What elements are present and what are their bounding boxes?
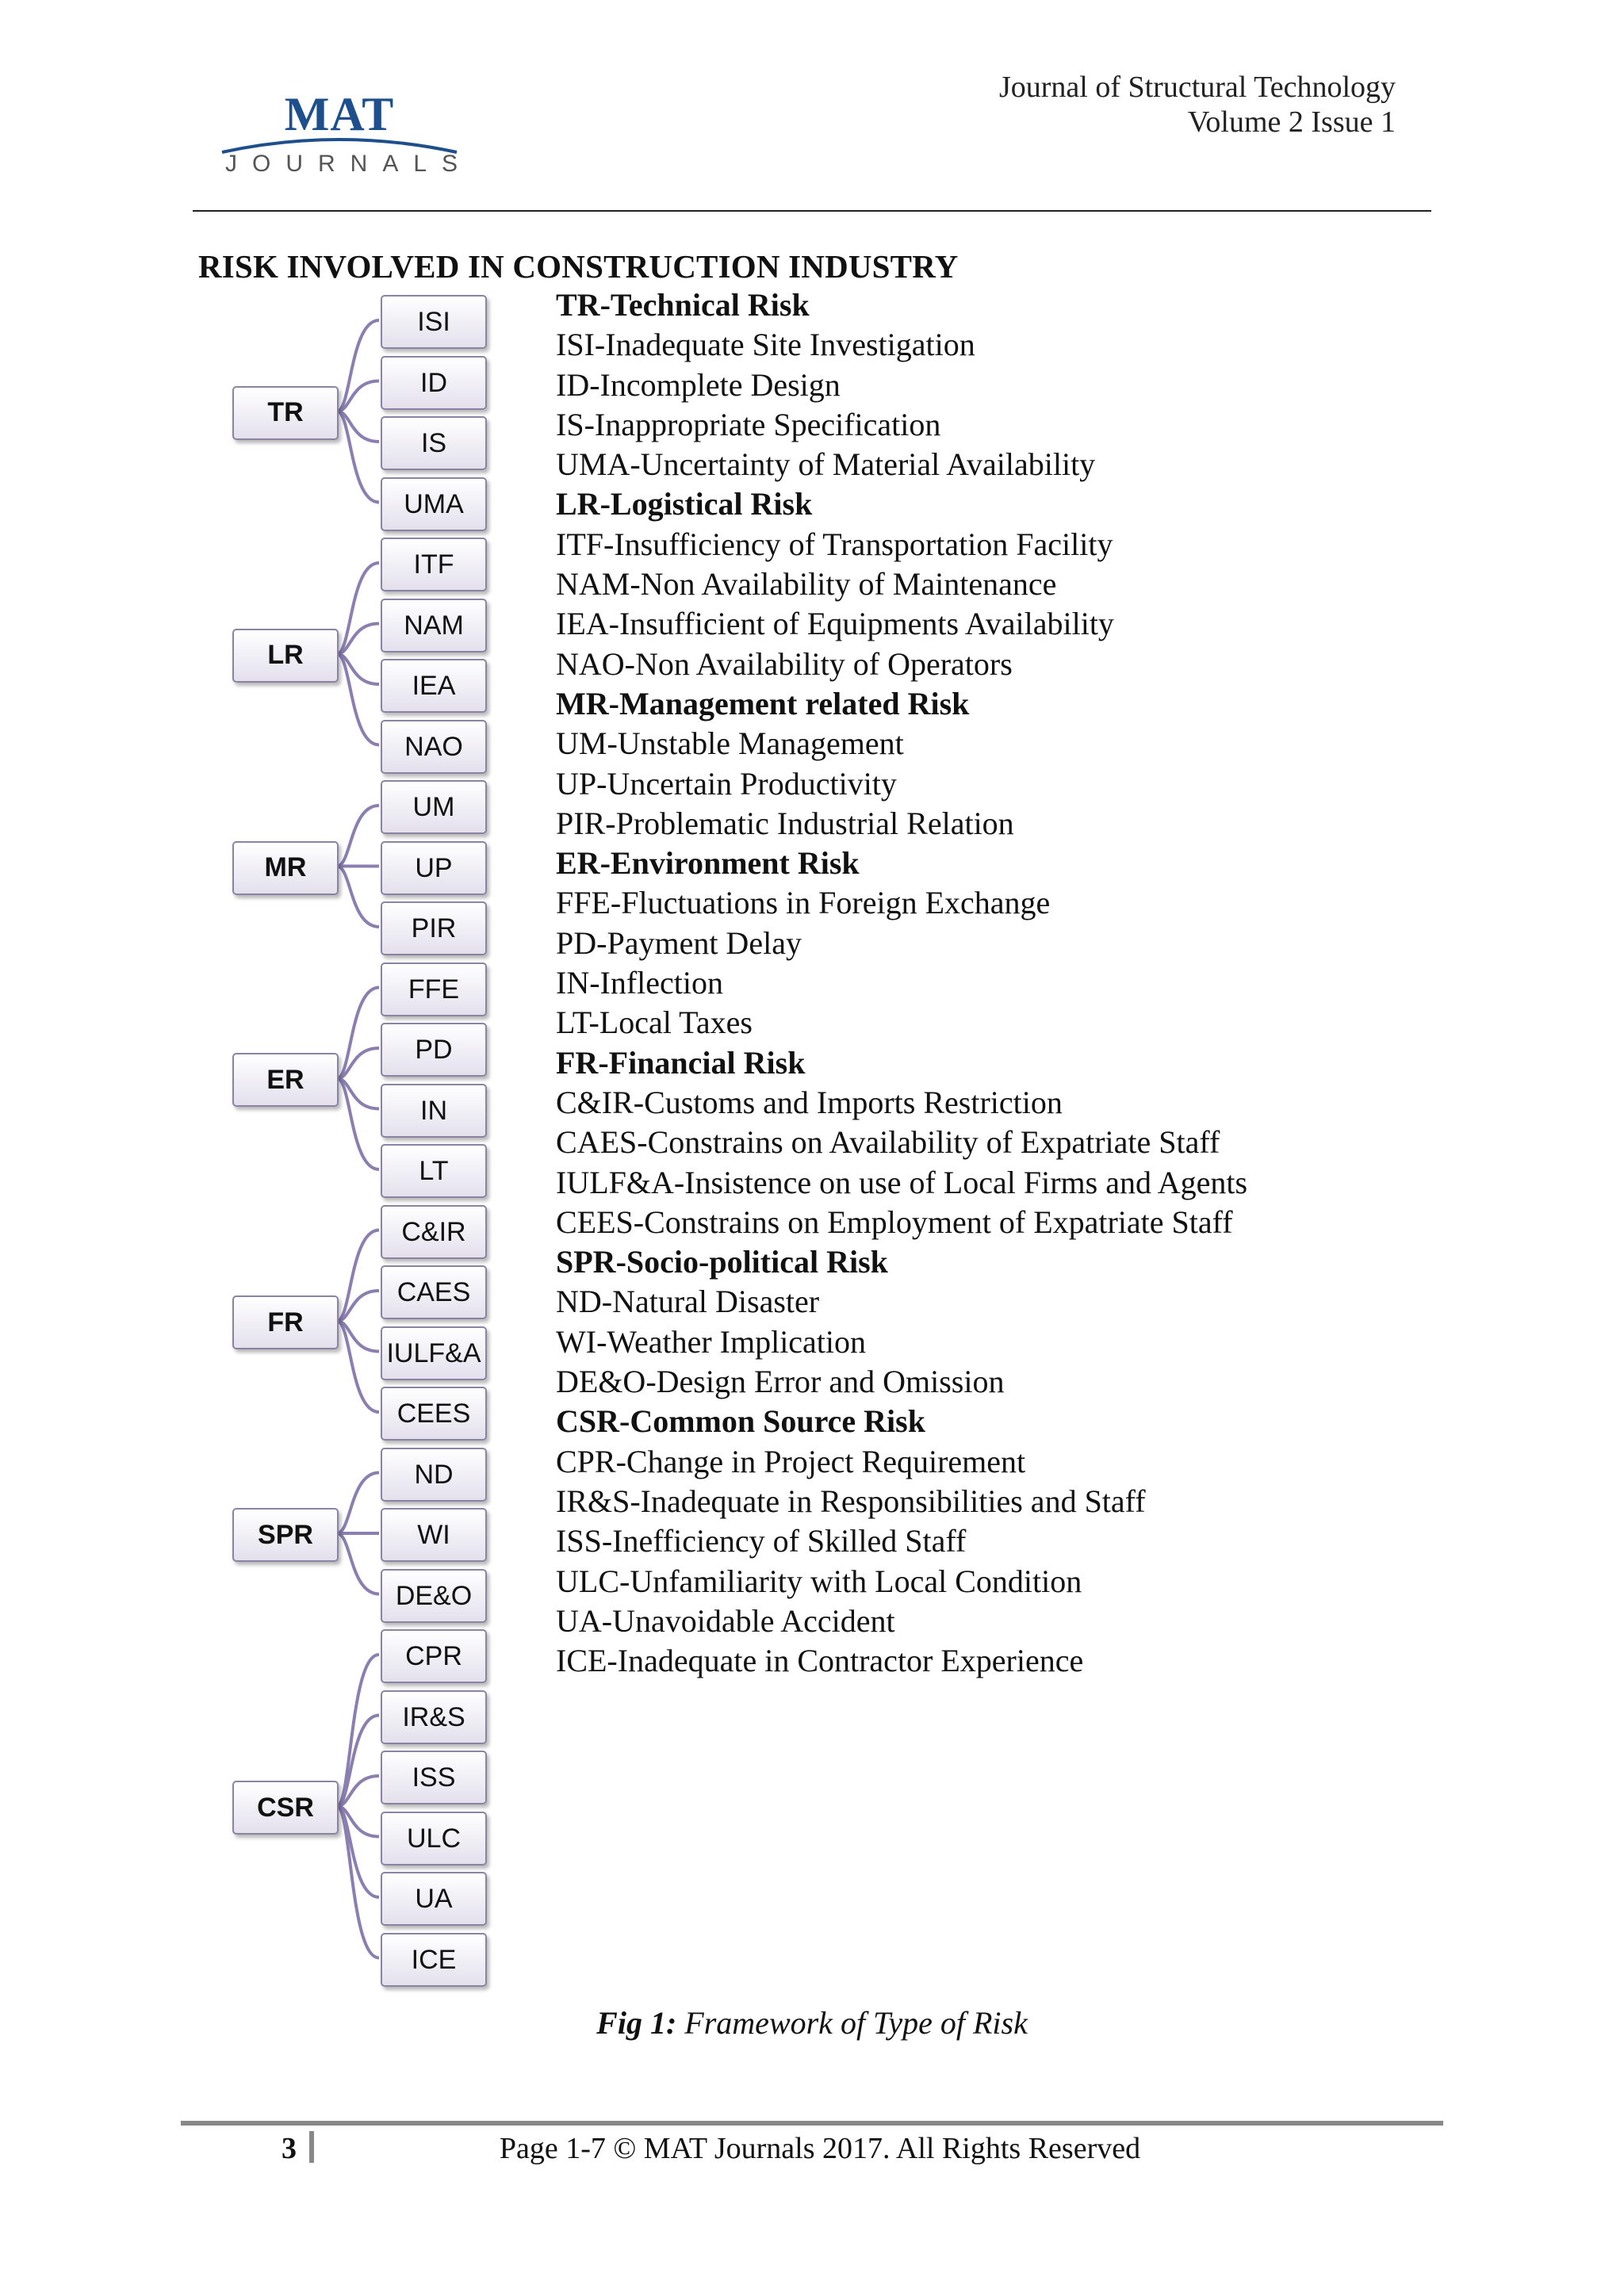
legend-entry: IR&S-Inadequate in Responsibilities and Staff — [556, 1483, 1146, 1519]
risk-code-box: IN — [381, 1084, 487, 1138]
footer-copyright: Page 1-7 © MAT Journals 2017. All Rights Reserved — [499, 2132, 1141, 2165]
risk-code-box: ID — [381, 356, 487, 410]
risk-code-box: LT — [381, 1144, 487, 1198]
legend-category-heading: TR-Technical Risk — [556, 287, 810, 323]
risk-code-box: NAO — [381, 720, 487, 774]
risk-group-box: MR — [232, 841, 339, 895]
legend-entry: CAES-Constrains on Availability of Expatriate Staff — [556, 1124, 1220, 1161]
legend-category-heading: MR-Management related Risk — [556, 685, 970, 721]
volume-issue: Volume 2 Issue 1 — [1187, 105, 1396, 139]
journal-name: Journal of Structural Technology — [998, 71, 1396, 104]
legend-entry: IULF&A-Insistence on use of Local Firms and Agents — [556, 1164, 1248, 1200]
risk-code-box: ND — [381, 1448, 487, 1502]
connector-line — [337, 1291, 379, 1321]
legend-entry: PIR-Problematic Industrial Relation — [556, 805, 1014, 841]
legend-entry: ISI-Inadequate Site Investigation — [556, 327, 975, 363]
connector-line — [337, 654, 379, 745]
connector-line — [337, 411, 379, 503]
risk-code-box: PIR — [381, 901, 487, 955]
risk-code-box: DE&O — [381, 1569, 487, 1623]
legend-entry: C&IR-Customs and Imports Restriction — [556, 1084, 1063, 1120]
risk-code-box: C&IR — [381, 1205, 487, 1259]
connector-line — [337, 867, 379, 928]
risk-code-box: NAM — [381, 599, 487, 652]
legend-entry: LT-Local Taxes — [556, 1004, 753, 1041]
connector-line — [337, 381, 379, 411]
risk-code-box: WI — [381, 1508, 487, 1562]
legend-entry: NAO-Non Availability of Operators — [556, 645, 1013, 682]
connector-line — [337, 988, 379, 1079]
risk-code-box: ITF — [381, 538, 487, 591]
risk-code-box: IS — [381, 416, 487, 470]
page-number: 3 — [282, 2132, 297, 2165]
risk-code-box: ISI — [381, 295, 487, 349]
legend-entry: IN-Inflection — [556, 965, 724, 1001]
connector-line — [337, 1533, 379, 1594]
risk-legend — [556, 285, 1388, 1681]
legend-entry: IS-Inappropriate Specification — [556, 406, 941, 442]
legend-category-heading: LR-Logistical Risk — [556, 486, 813, 522]
legend-category-heading: CSR-Common Source Risk — [556, 1403, 925, 1440]
legend-entry: NAM-Non Availability of Maintenance — [556, 566, 1057, 603]
legend-entry: UA-Unavoidable Accident — [556, 1602, 895, 1639]
risk-code-box: UP — [381, 841, 487, 895]
connector-line — [337, 320, 379, 411]
page-title: RISK INVOLVED IN CONSTRUCTION INDUSTRY — [198, 248, 959, 285]
footer-divider — [181, 2121, 1443, 2126]
connector-line — [337, 563, 379, 654]
legend-entry: CPR-Change in Project Requirement — [556, 1443, 1026, 1479]
legend-entry: ID-Incomplete Design — [556, 366, 841, 403]
legend-entry: ISS-Inefficiency of Skilled Staff — [556, 1523, 967, 1559]
legend-entry: WI-Weather Implication — [556, 1323, 867, 1360]
legend-entry: ULC-Unfamiliarity with Local Condition — [556, 1563, 1082, 1599]
risk-group-box: ER — [232, 1053, 339, 1107]
risk-code-box: CEES — [381, 1387, 487, 1441]
risk-code-box: IEA — [381, 659, 487, 713]
caption-text: Framework of Type of Risk — [684, 2005, 1028, 2041]
legend-category-heading: FR-Financial Risk — [556, 1044, 806, 1081]
risk-code-box: CPR — [381, 1629, 487, 1683]
legend-entry: DE&O-Design Error and Omission — [556, 1364, 1005, 1400]
legend-entry: FFE-Fluctuations in Foreign Exchange — [556, 885, 1051, 921]
legend-category-heading: SPR-Socio-political Risk — [556, 1244, 888, 1280]
figure-caption — [0, 2004, 1624, 2042]
legend-entry: PD-Payment Delay — [556, 924, 802, 961]
logo-journals-text: JOURNALS — [225, 151, 473, 177]
connector-line — [337, 1473, 379, 1534]
legend-entry: ICE-Inadequate in Contractor Experience — [556, 1643, 1084, 1679]
legend-entry: UM-Unstable Management — [556, 725, 904, 762]
connector-line — [337, 1321, 379, 1412]
risk-code-box: IULF&A — [381, 1326, 487, 1380]
connector-line — [337, 1048, 379, 1078]
risk-code-box: UA — [381, 1872, 487, 1926]
risk-code-box: UM — [381, 780, 487, 834]
legend-entry: UMA-Uncertainty of Material Availability — [556, 446, 1096, 483]
risk-code-box: FFE — [381, 962, 487, 1016]
legend-entry: CEES-Constrains on Employment of Expatriate Staff — [556, 1203, 1233, 1240]
connector-line — [337, 806, 379, 867]
risk-code-box: ULC — [381, 1812, 487, 1866]
legend-entry: ITF-Insufficiency of Transportation Facility — [556, 526, 1113, 562]
legend-category-heading: ER-Environment Risk — [556, 845, 860, 882]
caption-label: Fig 1: — [596, 2005, 677, 2041]
legend-entry: IEA-Insufficient of Equipments Availability — [556, 606, 1114, 642]
risk-code-box: ICE — [381, 1933, 487, 1987]
risk-group-box: LR — [232, 629, 339, 683]
connector-line — [337, 1230, 379, 1322]
risk-code-box: UMA — [381, 477, 487, 531]
legend-entry: UP-Uncertain Productivity — [556, 765, 897, 802]
legend-entry: ND-Natural Disaster — [556, 1284, 820, 1320]
connector-line — [337, 624, 379, 654]
risk-code-box: PD — [381, 1023, 487, 1077]
risk-group-box: TR — [232, 386, 339, 440]
risk-group-box: SPR — [232, 1508, 339, 1562]
risk-code-box: ISS — [381, 1751, 487, 1804]
logo-mat-text: MAT — [284, 88, 395, 140]
risk-group-box: FR — [232, 1295, 339, 1349]
risk-code-box: IR&S — [381, 1690, 487, 1744]
risk-group-box: CSR — [232, 1781, 339, 1835]
connector-line — [337, 1078, 379, 1169]
risk-code-box: CAES — [381, 1265, 487, 1319]
